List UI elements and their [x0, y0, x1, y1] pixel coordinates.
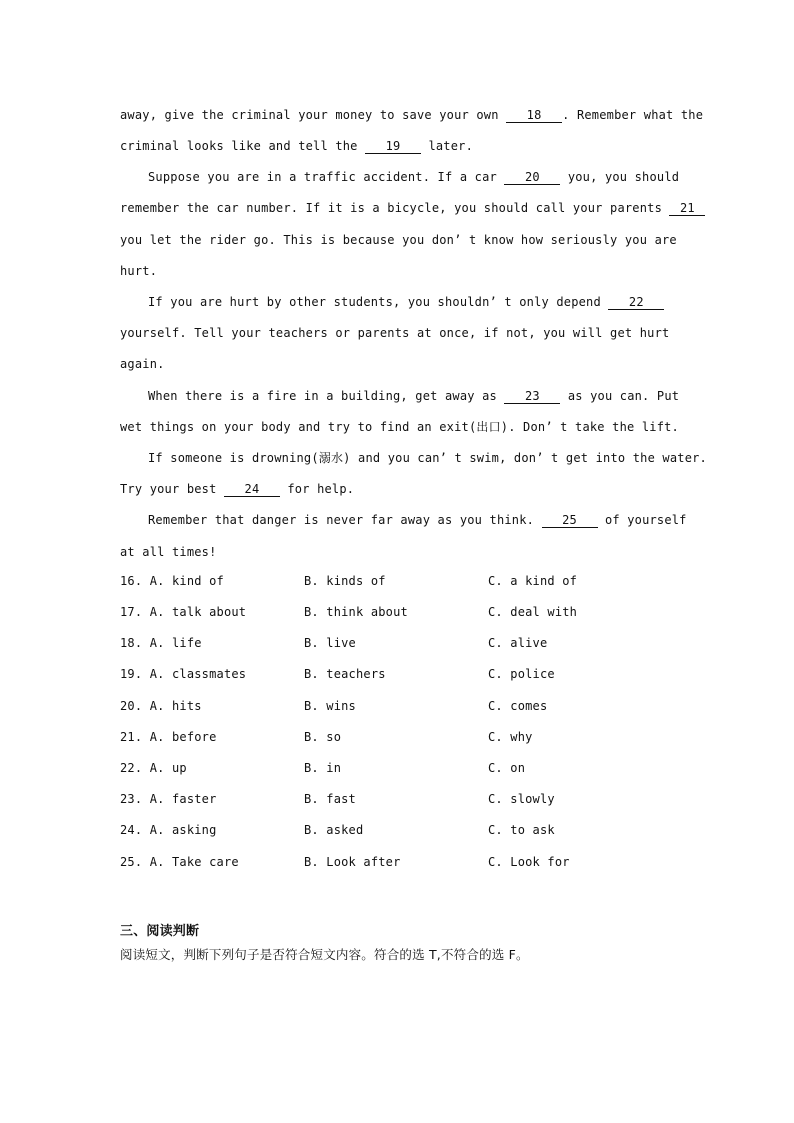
option-a[interactable]: 21. A. before [120, 730, 217, 744]
option-b[interactable]: B. so [304, 730, 342, 744]
passage-line: at all times! [120, 545, 217, 559]
passage-line [120, 139, 473, 154]
option-a[interactable]: 22. A. up [120, 761, 187, 775]
passage-line: wet things on your body and try to find an exit(出口). Don’ t take the lift. [120, 420, 679, 434]
text: of yourself [597, 513, 687, 527]
passage-line [120, 482, 354, 497]
option-c[interactable]: C. a kind of [488, 574, 578, 588]
text: Remember that danger is never far away as you think. [148, 513, 542, 527]
text: . Remember what the [562, 108, 704, 122]
option-a[interactable]: 20. A. hits [120, 699, 202, 713]
section-instruction: 阅读短文，判断下列句子是否符合短文内容。符合的选 T,不符合的选 F。 [120, 947, 529, 962]
option-b[interactable]: B. live [304, 636, 356, 650]
option-c[interactable]: C. on [488, 761, 526, 775]
option-c[interactable]: C. Look for [488, 855, 570, 869]
passage-line [120, 108, 703, 123]
text: for help. [279, 482, 355, 496]
option-b[interactable]: B. in [304, 761, 342, 775]
text: When there is a fire in a building, get away as [148, 389, 505, 403]
passage-line [148, 295, 664, 310]
passage-line: If someone is drowning(溺水) and you can’ t swim, don’ t get into the water. [148, 451, 707, 465]
blank-24[interactable]: 24 [224, 483, 280, 497]
passage-line [148, 513, 687, 528]
text: you, you should [560, 170, 680, 184]
option-a[interactable]: 24. A. asking [120, 823, 217, 837]
passage-line [148, 389, 679, 404]
option-a[interactable]: 19. A. classmates [120, 667, 247, 681]
option-b[interactable]: B. Look after [304, 855, 401, 869]
passage-line [120, 201, 705, 216]
section-title: 三、阅读判断 [120, 924, 200, 939]
blank-18[interactable]: 18 [506, 109, 562, 123]
text: Suppose you are in a traffic accident. If a car [148, 170, 505, 184]
text: away, give the criminal your money to save your own [120, 108, 507, 122]
passage-line: yourself. Tell your teachers or parents at once, if not, you will get hurt [120, 326, 670, 340]
blank-19[interactable]: 19 [365, 140, 421, 154]
text: later. [421, 139, 473, 153]
option-a[interactable]: 23. A. faster [120, 792, 217, 806]
text: Try your best [120, 482, 224, 496]
option-b[interactable]: B. asked [304, 823, 364, 837]
blank-20[interactable]: 20 [504, 171, 560, 185]
option-c[interactable]: C. police [488, 667, 555, 681]
option-b[interactable]: B. think about [304, 605, 408, 619]
option-a[interactable]: 25. A. Take care [120, 855, 239, 869]
option-c[interactable]: C. slowly [488, 792, 555, 806]
option-c[interactable]: C. to ask [488, 823, 555, 837]
option-c[interactable]: C. comes [488, 699, 548, 713]
text: criminal looks like and tell the [120, 139, 366, 153]
option-a[interactable]: 16. A. kind of [120, 574, 224, 588]
option-c[interactable]: C. why [488, 730, 533, 744]
passage-line: you let the rider go. This is because you don’ t know how seriously you are [120, 233, 677, 247]
passage-line [148, 170, 679, 185]
passage-line: again. [120, 357, 165, 371]
option-b[interactable]: B. fast [304, 792, 356, 806]
option-c[interactable]: C. deal with [488, 605, 578, 619]
text: If you are hurt by other students, you shouldn’ t only depend [148, 295, 609, 309]
option-a[interactable]: 17. A. talk about [120, 605, 247, 619]
text: remember the car number. If it is a bicycle, you should call your parents [120, 201, 670, 215]
text: as you can. Put [560, 389, 680, 403]
option-b[interactable]: B. wins [304, 699, 356, 713]
passage-line: hurt. [120, 264, 158, 278]
option-b[interactable]: B. kinds of [304, 574, 386, 588]
option-a[interactable]: 18. A. life [120, 636, 202, 650]
blank-21[interactable]: 21 [669, 202, 705, 216]
blank-25[interactable]: 25 [542, 514, 598, 528]
blank-22[interactable]: 22 [608, 296, 664, 310]
option-b[interactable]: B. teachers [304, 667, 386, 681]
blank-23[interactable]: 23 [504, 390, 560, 404]
option-c[interactable]: C. alive [488, 636, 548, 650]
